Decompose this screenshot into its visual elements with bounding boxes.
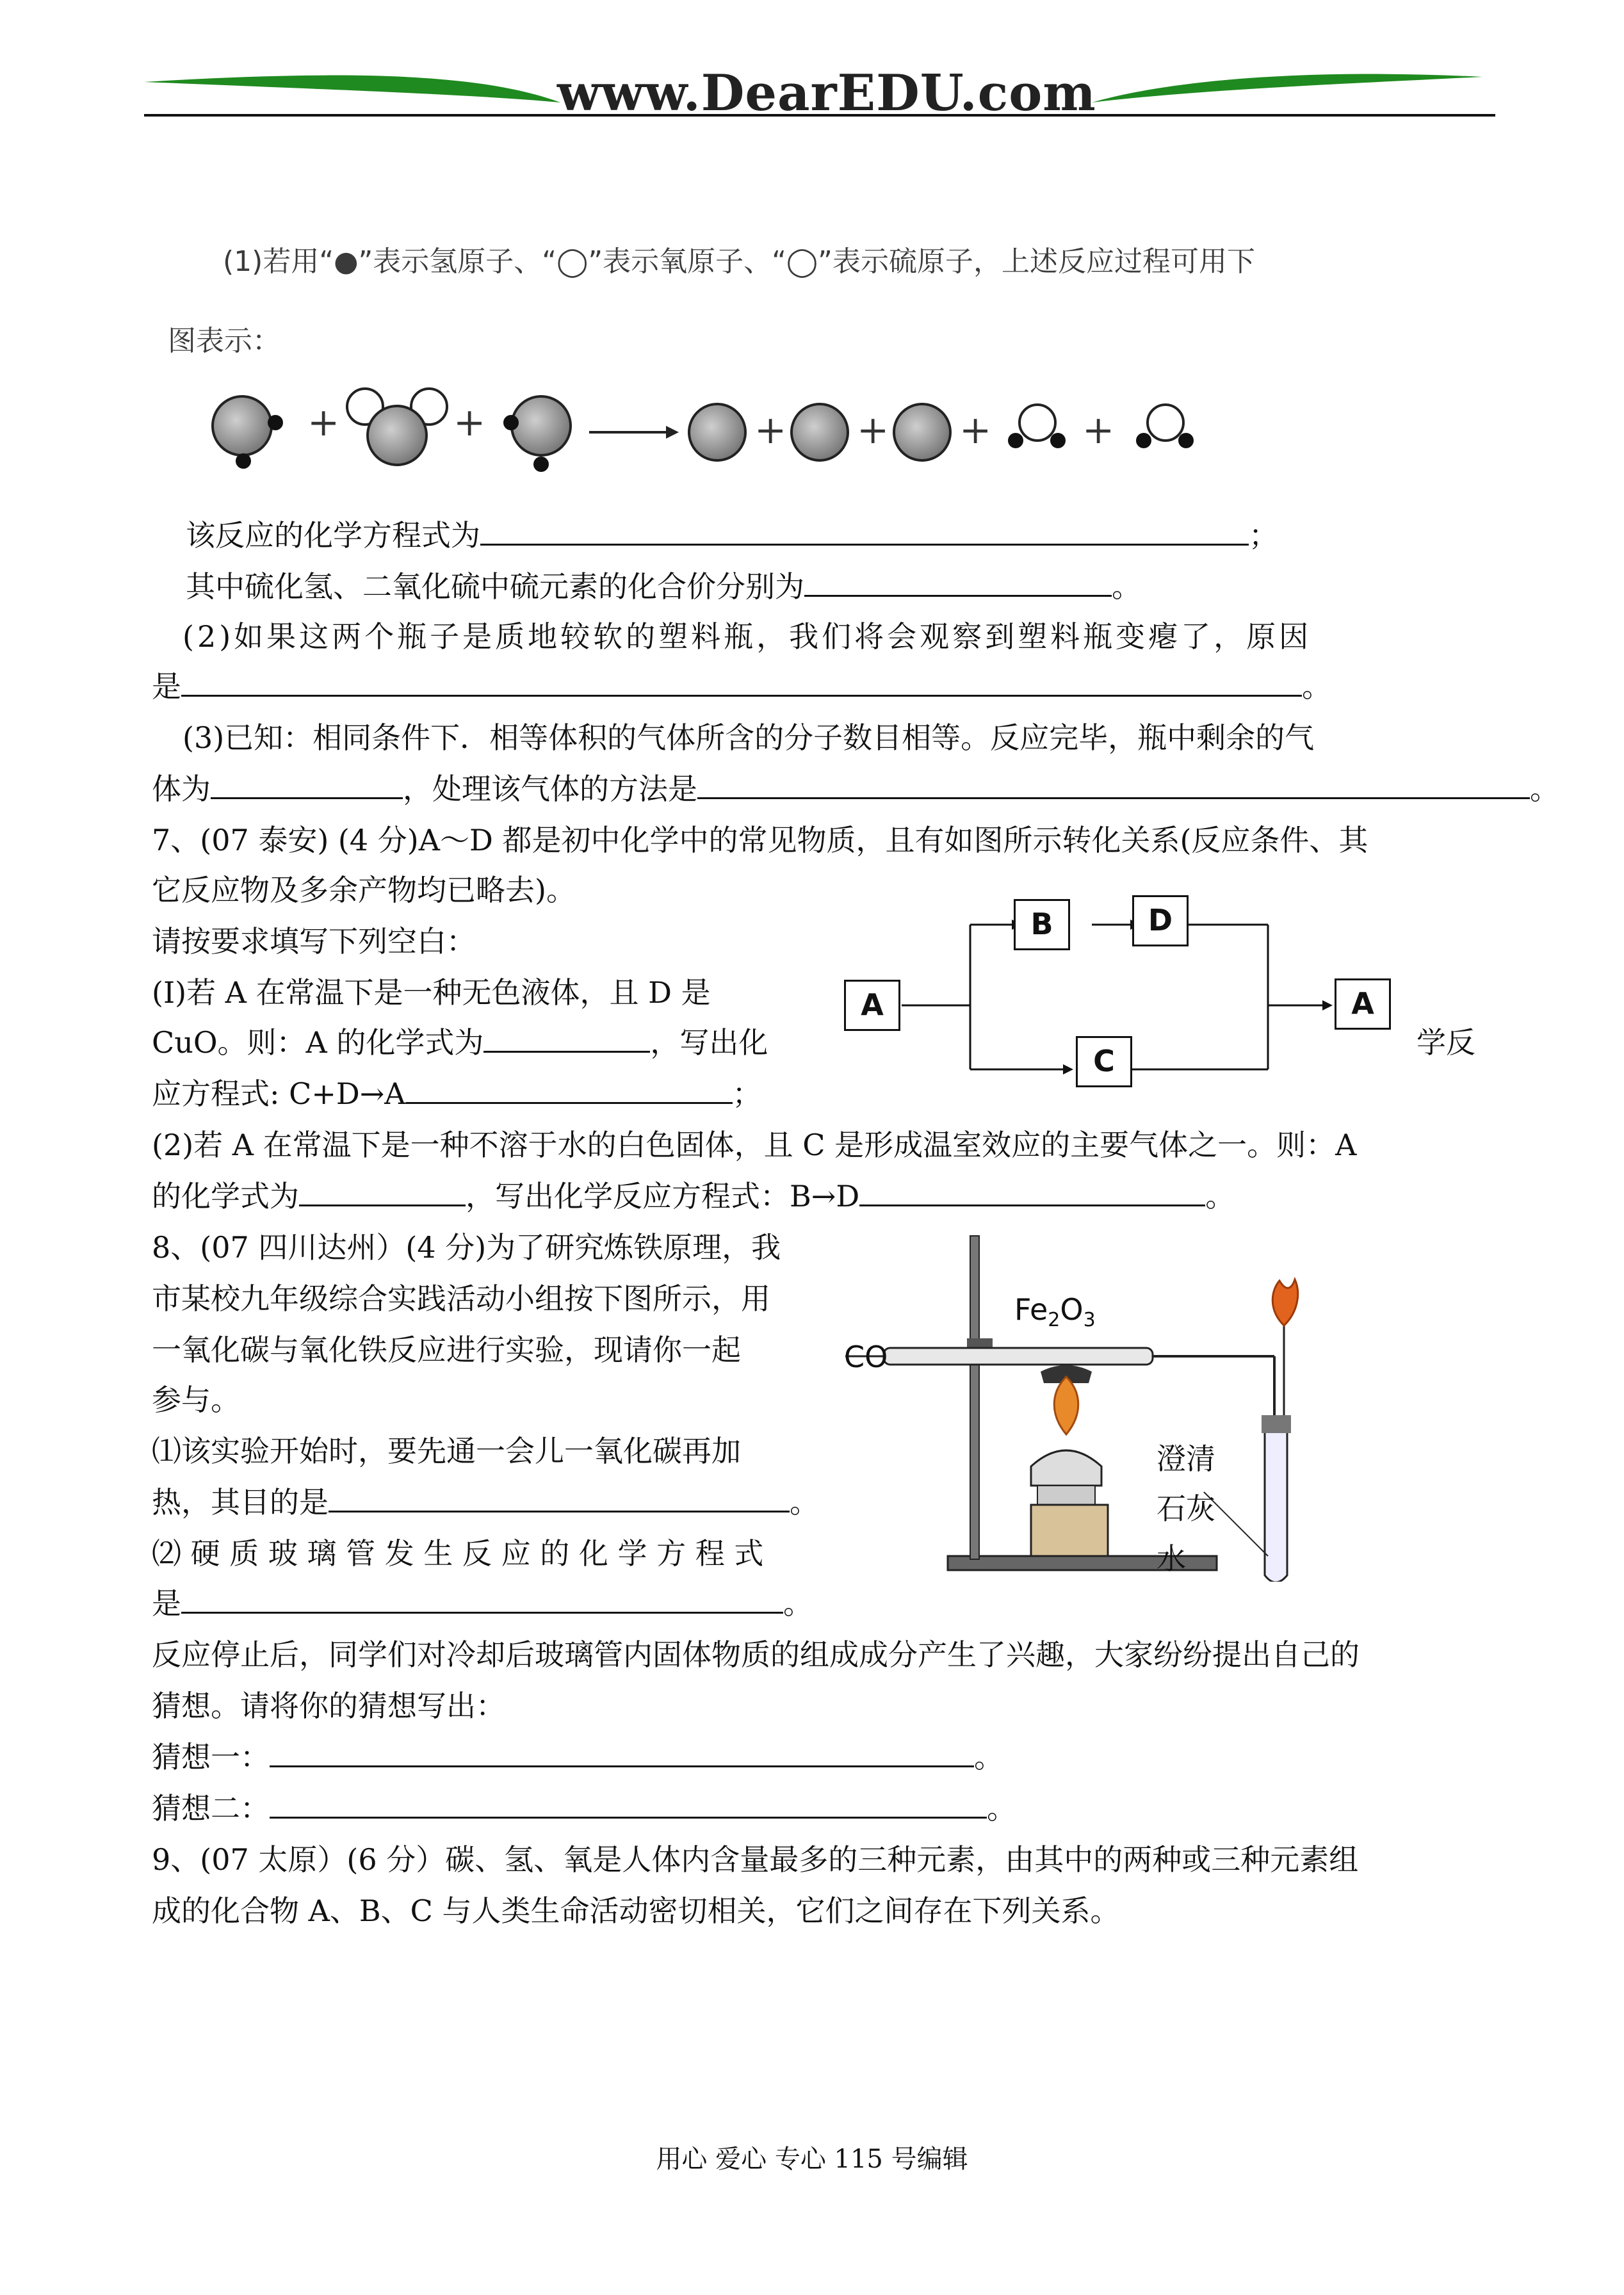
- q8-line4: 参与。: [152, 1383, 240, 1417]
- q7-line7: (2)若 A 在常温下是一种不溶于水的白色固体，且 C 是形成温室效应的主要气体之一。则：A: [152, 1128, 1357, 1162]
- molecule-reaction-diagram: [192, 371, 1230, 493]
- q8-guess1: [152, 1739, 1003, 1775]
- svg-text:+: +: [959, 408, 992, 453]
- limewater-label-1: 澄清: [1157, 1441, 1215, 1476]
- co-label: CO: [844, 1340, 888, 1374]
- q6-p3-c: 。: [1530, 772, 1559, 806]
- q7-formula-a-blank[interactable]: [483, 1025, 650, 1053]
- page-footer: 用心 爱心 专心 115 号编辑: [656, 2145, 968, 2174]
- q8-guess1-blank[interactable]: [270, 1740, 974, 1767]
- q8-line9: 反应停止后，同学们对冷却后玻璃管内固体物质的组成成分产生了兴趣，大家纷纷提出自己的: [152, 1637, 1360, 1672]
- q7-l6-a: 应方程式: C+D→A: [152, 1076, 406, 1111]
- q8-guess1-end: 。: [974, 1740, 1003, 1774]
- q6-valence-suffix: 。: [1112, 569, 1141, 604]
- q8-l6-a: 热，其目的是: [152, 1485, 329, 1520]
- svg-text:+: +: [754, 408, 787, 453]
- q6-p2-line2: [152, 669, 1331, 704]
- q6-valence-blank[interactable]: [804, 569, 1112, 597]
- q6-equation-line: [186, 517, 1278, 553]
- limewater-label-2: 石灰: [1157, 1491, 1215, 1526]
- svg-text:+: +: [857, 408, 889, 453]
- q8-line7: ⑵ 硬 质 玻 璃 管 发 生 反 应 的 化 学 方 程 式: [152, 1536, 764, 1571]
- q7-l6-b: ；: [732, 1076, 762, 1111]
- svg-text:+: +: [307, 400, 340, 445]
- q8-guess2-end: 。: [987, 1791, 1016, 1826]
- q6-scan-line2: 图表示：: [168, 325, 280, 357]
- q6-equation-blank[interactable]: [480, 518, 1249, 546]
- fe2o3-fe: Fe: [1014, 1292, 1048, 1327]
- node-b: B: [1014, 899, 1070, 950]
- fe2o3-o: O: [1060, 1292, 1084, 1327]
- q7-l8-a: 的化学式为: [152, 1179, 299, 1213]
- node-a-right: A: [1335, 978, 1391, 1030]
- q6-p2-blank[interactable]: [181, 669, 1302, 697]
- q7-line8: [152, 1178, 1235, 1214]
- q6-eq-suffix: ；: [1249, 518, 1278, 553]
- q6-valence-prefix: 其中硫化氢、二氧化硫中硫元素的化合价分别为: [186, 569, 804, 604]
- q8-equation-blank[interactable]: [181, 1586, 783, 1614]
- q8-guess1-label: 猜想一：: [152, 1740, 270, 1774]
- site-logo-text: www.DearEDU.com: [557, 64, 1096, 122]
- q8-guess2-label: 猜想二：: [152, 1791, 270, 1826]
- q8-line8: [152, 1585, 813, 1621]
- q7-l8-b: ，写出化学反应方程式：B→D: [466, 1179, 860, 1213]
- q7-line2: 它反应物及多余产物均已略去)。: [152, 873, 576, 907]
- q7-line6: [152, 1076, 762, 1112]
- q8-line3: 一氧化碳与氧化铁反应进行实验，现请你一起: [152, 1333, 741, 1367]
- q8-l6-b: 。: [790, 1485, 819, 1520]
- apparatus-drawing: [845, 1223, 1332, 1582]
- q8-l8-b: 。: [783, 1586, 813, 1621]
- node-d: D: [1132, 895, 1189, 946]
- q8-guess2-blank[interactable]: [270, 1791, 987, 1819]
- q7-eq-bd-blank[interactable]: [859, 1179, 1205, 1206]
- fe2o3-sub2: 3: [1083, 1309, 1096, 1332]
- q7-formula-a2-blank[interactable]: [299, 1179, 466, 1206]
- svg-text:+: +: [1082, 408, 1115, 453]
- fe2o3-sub1: 2: [1048, 1309, 1060, 1332]
- q7-line5: [152, 1025, 768, 1060]
- q6-p3-line1: (3)已知：相同条件下．相等体积的气体所含的分子数目相等。反应完毕，瓶中剩余的气: [183, 720, 1315, 755]
- svg-text:+: +: [453, 400, 486, 445]
- q7-l8-c: 。: [1205, 1179, 1235, 1213]
- q7-line1: 7、(07 泰安) (4 分)A～D 都是初中化学中的常见物质，且有如图所示转化关系(反应条件、其: [152, 823, 1368, 857]
- q7-line3: 请按要求填写下列空白：: [152, 924, 476, 959]
- q6-eq-prefix: 该反应的化学方程式为: [186, 518, 480, 553]
- q8-line10: 猜想。请将你的猜想写出：: [152, 1689, 505, 1723]
- q6-p2-line1: (2)如果这两个瓶子是质地较软的塑料瓶，我们将会观察到塑料瓶变瘪了，原因: [183, 619, 1312, 654]
- node-a-left: A: [844, 980, 900, 1031]
- q6-p3-a: 体为: [152, 772, 211, 806]
- q7-eq-cd-blank[interactable]: [406, 1076, 733, 1104]
- q8-line2: 市某校九年级综合实践活动小组按下图所示，用: [152, 1281, 770, 1316]
- node-c: C: [1076, 1036, 1132, 1087]
- q9-line2: 成的化合物 A、B、C 与人类生命活动密切相关，它们之间存在下列关系。: [152, 1894, 1120, 1928]
- q6-p2-suffix: 。: [1302, 669, 1331, 704]
- q7-l5-b: ，写出化: [650, 1025, 768, 1060]
- q8-l8-a: 是: [152, 1586, 181, 1621]
- q8-line5: ⑴该实验开始时，要先通一会儿一氧化碳再加: [152, 1434, 741, 1468]
- q6-scan-line1: (1)若用“●”表示氢原子、“◯”表示氧原子、“◯”表示硫原子，上述反应过程可用下: [223, 245, 1255, 278]
- q6-method-blank[interactable]: [697, 772, 1530, 799]
- q9-line1: 9、(07 太原）(6 分）碳、氢、氧是人体内含量最多的三种元素，由其中的两种或三种元素组: [152, 1842, 1359, 1877]
- q8-line6: [152, 1484, 819, 1520]
- q6-p3-b: ，处理该气体的方法是: [403, 772, 697, 806]
- q6-p3-line2: [152, 771, 1559, 807]
- limewater-label-3: 水: [1157, 1541, 1186, 1576]
- q6-valence-line: [186, 569, 1141, 604]
- q7-l5-a: CuO。则：A 的化学式为: [152, 1025, 484, 1060]
- q6-p2-prefix: 是: [152, 669, 181, 704]
- q8-purpose-blank[interactable]: [329, 1485, 790, 1512]
- q8-line1: 8、(07 四川达州）(4 分)为了研究炼铁原理，我: [152, 1230, 781, 1265]
- q8-guess2: [152, 1790, 1016, 1826]
- fe2o3-label: [1014, 1292, 1096, 1331]
- q7-line4: (I)若 A 在常温下是一种无色液体，且 D 是: [152, 975, 711, 1010]
- q7-line5-right: 学反: [1417, 1025, 1475, 1060]
- q6-gas-blank[interactable]: [211, 772, 403, 799]
